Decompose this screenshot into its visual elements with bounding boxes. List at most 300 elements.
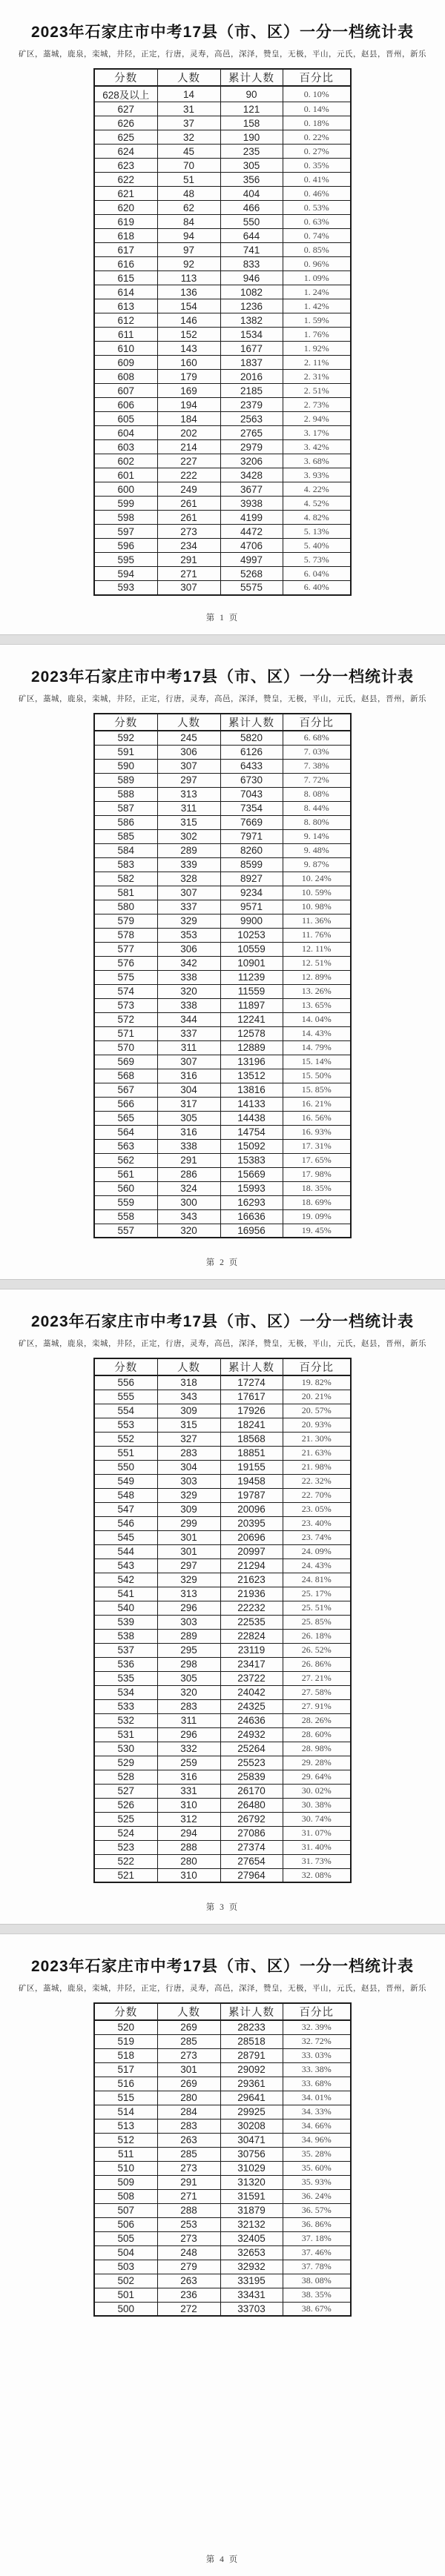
score-cell: 546 — [94, 1516, 157, 1530]
percent-cell: 12. 51% — [283, 956, 351, 970]
score-cell: 598 — [94, 511, 157, 525]
cumulative-cell: 23722 — [220, 1671, 283, 1685]
score-cell: 559 — [94, 1195, 157, 1209]
table-row — [94, 928, 351, 942]
percent-cell: 27. 91% — [283, 1699, 351, 1713]
percent-cell: 1. 42% — [283, 299, 351, 313]
table-row — [94, 2274, 351, 2288]
score-cell: 567 — [94, 1083, 157, 1097]
cumulative-cell: 20696 — [220, 1530, 283, 1544]
score-cell: 617 — [94, 243, 157, 257]
score-cell: 520 — [94, 2020, 157, 2034]
percent-cell: 17. 31% — [283, 1139, 351, 1153]
cumulative-cell: 550 — [220, 215, 283, 229]
count-cell: 306 — [157, 942, 220, 956]
percent-cell: 3. 68% — [283, 454, 351, 468]
cumulative-cell: 6433 — [220, 759, 283, 773]
table-row — [94, 1418, 351, 1432]
score-cell: 536 — [94, 1657, 157, 1671]
count-cell: 62 — [157, 201, 220, 215]
cumulative-cell: 1837 — [220, 356, 283, 370]
count-cell: 337 — [157, 900, 220, 914]
count-cell: 70 — [157, 159, 220, 173]
percent-cell: 18. 69% — [283, 1195, 351, 1209]
cumulative-cell: 1082 — [220, 285, 283, 299]
count-cell: 329 — [157, 914, 220, 928]
score-cell: 578 — [94, 928, 157, 942]
cumulative-cell: 29641 — [220, 2091, 283, 2105]
score-cell: 592 — [94, 731, 157, 745]
score-cell: 504 — [94, 2245, 157, 2260]
cumulative-cell: 19458 — [220, 1474, 283, 1488]
percent-cell: 18. 35% — [283, 1181, 351, 1195]
table-row — [94, 173, 351, 187]
score-cell: 583 — [94, 857, 157, 872]
score-cell: 612 — [94, 313, 157, 328]
cumulative-cell: 9234 — [220, 886, 283, 900]
percent-cell: 23. 05% — [283, 1502, 351, 1516]
count-cell: 343 — [157, 1390, 220, 1404]
score-cell: 623 — [94, 159, 157, 173]
cumulative-cell: 19787 — [220, 1488, 283, 1502]
percent-cell: 3. 93% — [283, 468, 351, 482]
score-cell: 552 — [94, 1432, 157, 1446]
score-cell: 600 — [94, 482, 157, 497]
percent-cell: 0. 85% — [283, 243, 351, 257]
table-row — [94, 257, 351, 271]
percent-cell: 8. 44% — [283, 801, 351, 815]
score-cell: 558 — [94, 1209, 157, 1224]
count-cell: 136 — [157, 285, 220, 299]
percent-cell: 19. 09% — [283, 1209, 351, 1224]
cumulative-cell: 27964 — [220, 1868, 283, 1882]
percent-cell: 35. 60% — [283, 2161, 351, 2175]
count-cell: 249 — [157, 482, 220, 497]
score-cell: 541 — [94, 1587, 157, 1601]
score-cell: 574 — [94, 984, 157, 998]
score-distribution-table — [93, 2002, 352, 2317]
percent-cell: 0. 14% — [283, 102, 351, 116]
cumulative-cell: 7669 — [220, 815, 283, 829]
count-cell: 305 — [157, 1671, 220, 1685]
percent-cell: 9. 14% — [283, 829, 351, 843]
score-cell: 597 — [94, 525, 157, 539]
table-row — [94, 1685, 351, 1699]
cumulative-cell: 404 — [220, 187, 283, 201]
percent-cell: 1. 24% — [283, 285, 351, 299]
percent-cell: 15. 85% — [283, 1083, 351, 1097]
score-cell: 512 — [94, 2133, 157, 2147]
count-cell: 234 — [157, 539, 220, 553]
cumulative-cell: 26170 — [220, 1784, 283, 1798]
cumulative-cell: 30471 — [220, 2133, 283, 2147]
score-cell: 553 — [94, 1418, 157, 1432]
count-cell: 298 — [157, 1657, 220, 1671]
cumulative-cell: 28518 — [220, 2034, 283, 2048]
count-cell: 84 — [157, 215, 220, 229]
score-cell: 608 — [94, 370, 157, 384]
percent-cell: 35. 93% — [283, 2175, 351, 2189]
percent-cell: 7. 03% — [283, 745, 351, 759]
score-cell: 586 — [94, 815, 157, 829]
cumulative-cell: 2185 — [220, 384, 283, 398]
cumulative-cell: 25839 — [220, 1770, 283, 1784]
percent-cell: 7. 38% — [283, 759, 351, 773]
table-header — [94, 714, 351, 731]
score-cell: 526 — [94, 1798, 157, 1812]
count-cell: 214 — [157, 440, 220, 454]
cumulative-cell: 13512 — [220, 1069, 283, 1083]
score-cell: 609 — [94, 356, 157, 370]
table-row — [94, 130, 351, 145]
table-row — [94, 86, 351, 102]
percent-cell: 38. 08% — [283, 2274, 351, 2288]
cumulative-cell: 11559 — [220, 984, 283, 998]
percent-cell: 36. 24% — [283, 2189, 351, 2203]
count-cell: 32 — [157, 130, 220, 145]
col-header-count: 人数 — [157, 714, 220, 731]
percent-cell: 0. 74% — [283, 229, 351, 243]
table-row — [94, 1026, 351, 1040]
cumulative-cell: 2016 — [220, 370, 283, 384]
percent-cell: 6. 04% — [283, 567, 351, 581]
cumulative-cell: 1677 — [220, 342, 283, 356]
table-row — [94, 384, 351, 398]
count-cell: 353 — [157, 928, 220, 942]
cumulative-cell: 4199 — [220, 511, 283, 525]
cumulative-cell: 22232 — [220, 1601, 283, 1615]
percent-cell: 0. 18% — [283, 116, 351, 130]
cumulative-cell: 24325 — [220, 1699, 283, 1713]
count-cell: 291 — [157, 553, 220, 567]
score-cell: 590 — [94, 759, 157, 773]
count-cell: 273 — [157, 2231, 220, 2245]
table-row — [94, 1770, 351, 1784]
table-row — [94, 1601, 351, 1615]
percent-cell: 0. 27% — [283, 145, 351, 159]
score-cell: 563 — [94, 1139, 157, 1153]
percent-cell: 20. 21% — [283, 1390, 351, 1404]
count-cell: 306 — [157, 745, 220, 759]
table-row — [94, 1629, 351, 1643]
percent-cell: 21. 63% — [283, 1446, 351, 1460]
count-cell: 51 — [157, 173, 220, 187]
count-cell: 320 — [157, 1685, 220, 1699]
count-cell: 263 — [157, 2133, 220, 2147]
table-row — [94, 1587, 351, 1601]
table-row — [94, 857, 351, 872]
score-cell: 581 — [94, 886, 157, 900]
cumulative-cell: 13816 — [220, 1083, 283, 1097]
table-row — [94, 271, 351, 285]
score-cell: 514 — [94, 2105, 157, 2119]
percent-cell: 2. 51% — [283, 384, 351, 398]
count-cell: 288 — [157, 1840, 220, 1854]
percent-cell: 9. 87% — [283, 857, 351, 872]
cumulative-cell: 5820 — [220, 731, 283, 745]
count-cell: 14 — [157, 86, 220, 102]
score-cell: 542 — [94, 1573, 157, 1587]
count-cell: 301 — [157, 2062, 220, 2077]
percent-cell: 6. 68% — [283, 731, 351, 745]
percent-cell: 21. 30% — [283, 1432, 351, 1446]
cumulative-cell: 31029 — [220, 2161, 283, 2175]
table-header — [94, 69, 351, 86]
col-header-percent: 百分比 — [283, 714, 351, 731]
score-cell: 611 — [94, 328, 157, 342]
score-cell: 533 — [94, 1699, 157, 1713]
cumulative-cell: 25264 — [220, 1742, 283, 1756]
score-cell: 550 — [94, 1460, 157, 1474]
cumulative-cell: 11897 — [220, 998, 283, 1012]
score-cell: 556 — [94, 1375, 157, 1390]
count-cell: 248 — [157, 2245, 220, 2260]
score-cell: 595 — [94, 553, 157, 567]
cumulative-cell: 31879 — [220, 2203, 283, 2217]
table-row — [94, 956, 351, 970]
cumulative-cell: 6126 — [220, 745, 283, 759]
table-row — [94, 2245, 351, 2260]
table-row — [94, 1558, 351, 1573]
cumulative-cell: 15669 — [220, 1167, 283, 1181]
cumulative-cell: 946 — [220, 271, 283, 285]
table-row — [94, 356, 351, 370]
score-cell: 566 — [94, 1097, 157, 1111]
page-title: 2023年石家庄市中考17县（市、区）一分一档统计表 — [30, 24, 415, 41]
cumulative-cell: 28791 — [220, 2048, 283, 2062]
count-cell: 288 — [157, 2203, 220, 2217]
table-row — [94, 1055, 351, 1069]
table-row — [94, 843, 351, 857]
score-cell: 508 — [94, 2189, 157, 2203]
cumulative-cell: 12889 — [220, 1040, 283, 1055]
table-row — [94, 299, 351, 313]
score-cell: 571 — [94, 1026, 157, 1040]
score-cell: 562 — [94, 1153, 157, 1167]
table-row — [94, 187, 351, 201]
percent-cell: 34. 96% — [283, 2133, 351, 2147]
percent-cell: 23. 74% — [283, 1530, 351, 1544]
cumulative-cell: 741 — [220, 243, 283, 257]
count-cell: 342 — [157, 956, 220, 970]
table-row — [94, 215, 351, 229]
table-row — [94, 2260, 351, 2274]
count-cell: 236 — [157, 2288, 220, 2302]
count-cell: 297 — [157, 1558, 220, 1573]
percent-cell: 29. 64% — [283, 1770, 351, 1784]
score-cell: 626 — [94, 116, 157, 130]
col-header-count: 人数 — [157, 69, 220, 86]
cumulative-cell: 32932 — [220, 2260, 283, 2274]
score-cell: 594 — [94, 567, 157, 581]
score-cell: 616 — [94, 257, 157, 271]
count-cell: 146 — [157, 313, 220, 328]
count-cell: 328 — [157, 872, 220, 886]
score-distribution-table — [93, 713, 352, 1238]
table-row — [94, 1474, 351, 1488]
count-cell: 299 — [157, 1516, 220, 1530]
percent-cell: 34. 33% — [283, 2105, 351, 2119]
cumulative-cell: 17926 — [220, 1404, 283, 1418]
percent-cell: 0. 22% — [283, 130, 351, 145]
score-cell: 603 — [94, 440, 157, 454]
percent-cell: 28. 26% — [283, 1713, 351, 1727]
score-cell: 591 — [94, 745, 157, 759]
table-row — [94, 1153, 351, 1167]
percent-cell: 25. 17% — [283, 1587, 351, 1601]
count-cell: 285 — [157, 2034, 220, 2048]
score-cell: 544 — [94, 1544, 157, 1558]
cumulative-cell: 30756 — [220, 2147, 283, 2161]
score-cell: 596 — [94, 539, 157, 553]
percent-cell: 31. 73% — [283, 1854, 351, 1868]
cumulative-cell: 6730 — [220, 773, 283, 787]
cumulative-cell: 16956 — [220, 1224, 283, 1238]
col-header-percent: 百分比 — [283, 2003, 351, 2020]
document-page-4 — [0, 1934, 445, 2576]
page-footer: 第 2 页 — [205, 1258, 240, 1267]
table-row — [94, 102, 351, 116]
score-cell: 513 — [94, 2119, 157, 2133]
table-row — [94, 759, 351, 773]
count-cell: 202 — [157, 426, 220, 440]
cumulative-cell: 12578 — [220, 1026, 283, 1040]
percent-cell: 37. 46% — [283, 2245, 351, 2260]
table-row — [94, 1139, 351, 1153]
score-cell: 531 — [94, 1727, 157, 1742]
percent-cell: 2. 31% — [283, 370, 351, 384]
percent-cell: 13. 65% — [283, 998, 351, 1012]
table-row — [94, 412, 351, 426]
percent-cell: 27. 58% — [283, 1685, 351, 1699]
percent-cell: 1. 09% — [283, 271, 351, 285]
score-cell: 624 — [94, 145, 157, 159]
table-row — [94, 1840, 351, 1854]
count-cell: 301 — [157, 1544, 220, 1558]
col-header-score: 分数 — [94, 714, 157, 731]
score-cell: 521 — [94, 1868, 157, 1882]
cumulative-cell: 20096 — [220, 1502, 283, 1516]
count-cell: 312 — [157, 1812, 220, 1826]
table-row — [94, 900, 351, 914]
percent-cell: 14. 79% — [283, 1040, 351, 1055]
score-cell: 529 — [94, 1756, 157, 1770]
cumulative-cell: 21623 — [220, 1573, 283, 1587]
count-cell: 338 — [157, 998, 220, 1012]
count-cell: 294 — [157, 1826, 220, 1840]
percent-cell: 34. 66% — [283, 2119, 351, 2133]
score-cell: 577 — [94, 942, 157, 956]
score-cell: 511 — [94, 2147, 157, 2161]
score-cell: 523 — [94, 1840, 157, 1854]
cumulative-cell: 29925 — [220, 2105, 283, 2119]
count-cell: 311 — [157, 1040, 220, 1055]
score-cell: 584 — [94, 843, 157, 857]
score-cell: 500 — [94, 2302, 157, 2316]
score-cell: 560 — [94, 1181, 157, 1195]
table-row — [94, 787, 351, 801]
percent-cell: 31. 40% — [283, 1840, 351, 1854]
county-list-subtitle: 矿区，藁城，鹿泉，栾城，井陉，正定，行唐，灵寿，高邑，深泽，赞皇，无极，平山，元氏，赵县，晋州，新乐 — [19, 1985, 426, 1993]
cumulative-cell: 2979 — [220, 440, 283, 454]
table-row — [94, 745, 351, 759]
percent-cell: 2. 73% — [283, 398, 351, 412]
col-header-cumulative: 累计人数 — [220, 714, 283, 731]
count-cell: 307 — [157, 1055, 220, 1069]
score-cell: 628及以上 — [94, 86, 157, 102]
cumulative-cell: 14438 — [220, 1111, 283, 1125]
cumulative-cell: 29361 — [220, 2077, 283, 2091]
percent-cell: 0. 41% — [283, 173, 351, 187]
table-row — [94, 1812, 351, 1826]
score-cell: 507 — [94, 2203, 157, 2217]
score-cell: 501 — [94, 2288, 157, 2302]
table-header — [94, 2003, 351, 2020]
count-cell: 169 — [157, 384, 220, 398]
cumulative-cell: 9900 — [220, 914, 283, 928]
score-cell: 579 — [94, 914, 157, 928]
percent-cell: 28. 60% — [283, 1727, 351, 1742]
table-row — [94, 1756, 351, 1770]
score-cell: 510 — [94, 2161, 157, 2175]
percent-cell: 29. 28% — [283, 1756, 351, 1770]
cumulative-cell: 16293 — [220, 1195, 283, 1209]
score-cell: 545 — [94, 1530, 157, 1544]
count-cell: 315 — [157, 1418, 220, 1432]
percent-cell: 16. 56% — [283, 1111, 351, 1125]
table-row — [94, 243, 351, 257]
cumulative-cell: 5268 — [220, 567, 283, 581]
cumulative-cell: 833 — [220, 257, 283, 271]
table-row — [94, 886, 351, 900]
percent-cell: 38. 35% — [283, 2288, 351, 2302]
table-row — [94, 815, 351, 829]
table-row — [94, 2077, 351, 2091]
score-cell: 532 — [94, 1713, 157, 1727]
table-row — [94, 2133, 351, 2147]
percent-cell: 10. 59% — [283, 886, 351, 900]
percent-cell: 37. 78% — [283, 2260, 351, 2274]
cumulative-cell: 16636 — [220, 1209, 283, 1224]
percent-cell: 20. 93% — [283, 1418, 351, 1432]
percent-cell: 14. 43% — [283, 1026, 351, 1040]
table-row — [94, 370, 351, 384]
score-cell: 557 — [94, 1224, 157, 1238]
cumulative-cell: 7354 — [220, 801, 283, 815]
table-row — [94, 1643, 351, 1657]
percent-cell: 24. 09% — [283, 1544, 351, 1558]
score-cell: 576 — [94, 956, 157, 970]
score-cell: 551 — [94, 1446, 157, 1460]
table-row — [94, 731, 351, 745]
percent-cell: 15. 14% — [283, 1055, 351, 1069]
count-cell: 324 — [157, 1181, 220, 1195]
table-row — [94, 1530, 351, 1544]
page-separator — [0, 1279, 445, 1289]
table-row — [94, 567, 351, 581]
cumulative-cell: 8260 — [220, 843, 283, 857]
count-cell: 184 — [157, 412, 220, 426]
table-row — [94, 1181, 351, 1195]
table-row — [94, 1615, 351, 1629]
percent-cell: 4. 52% — [283, 497, 351, 511]
table-row — [94, 468, 351, 482]
cumulative-cell: 190 — [220, 130, 283, 145]
count-cell: 307 — [157, 759, 220, 773]
score-cell: 615 — [94, 271, 157, 285]
table-row — [94, 1742, 351, 1756]
count-cell: 194 — [157, 398, 220, 412]
